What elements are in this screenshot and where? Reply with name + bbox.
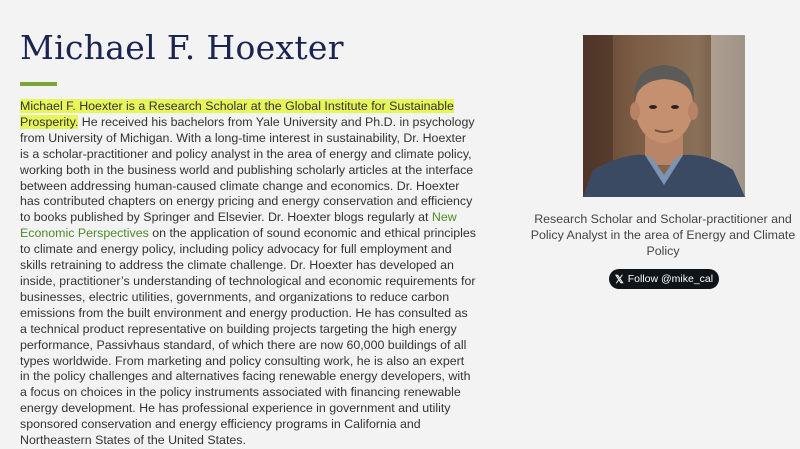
follow-button-label: Follow @mike_cal bbox=[627, 273, 714, 285]
portrait-photo bbox=[583, 35, 745, 197]
profile-caption: Research Scholar and Scholar-practitioner and Policy Analyst in the area of Energy and Climate Policy bbox=[530, 212, 796, 258]
bio-highlight: Michael F. Hoexter is a Research Scholar at the Global Institute for Sustainable Prosperity. bbox=[20, 99, 454, 129]
title-accent-rule bbox=[20, 82, 57, 86]
bio-text-part1: He received his bachelors from Yale University and Ph.D. in psychology from University of Michigan. With a long-time interest in sustainability, Dr. Hoexter is a scholar-practitioner and policy analyst in the area of energy and climate policy, working both in the business world and publishing scholarly articles at the interface between addressing human-caused climate change and economics. Dr. Hoexter has contributed chapters on energy pricing and energy conservation and efficiency to books published by Springer and Elsevier. Dr. Hoexter blogs regularly at bbox=[20, 114, 475, 225]
profile-photo bbox=[583, 35, 745, 197]
x-logo-icon: 𝕏 bbox=[614, 273, 624, 286]
bio-paragraph bbox=[20, 99, 476, 449]
x-follow-button[interactable] bbox=[609, 269, 719, 289]
new-economic-perspectives-link[interactable]: New Economic Perspectives bbox=[20, 210, 457, 241]
bio-text-part2: on the application of sound economic and ethical principles to climate and energy policy, including policy advocacy for full employment and skills retraining to address the climate challenge. Dr. Hoexter has developed an inside, practitioner’s understanding of technological and economic requirements for businesses, electric utilities, governments, and organizations to reduce carbon emissions from the built environment and energy production. He has consulted as a technical product representative on building projects targeting the high energy performance, Passivhaus standard, of which there are now 60,000 buildings of all types worldwide. From marketing and policy consulting work, he is also an expert in the policy challenges and alternatives facing renewable energy developers, with a focus on choices in the policy instruments associated with financing renewable energy development. He has professional experience in government and utility sponsored conservation and energy efficiency programs in California and Northeastern States of the United States. bbox=[20, 226, 476, 448]
profile-name: Michael F. Hoexter bbox=[20, 28, 344, 67]
